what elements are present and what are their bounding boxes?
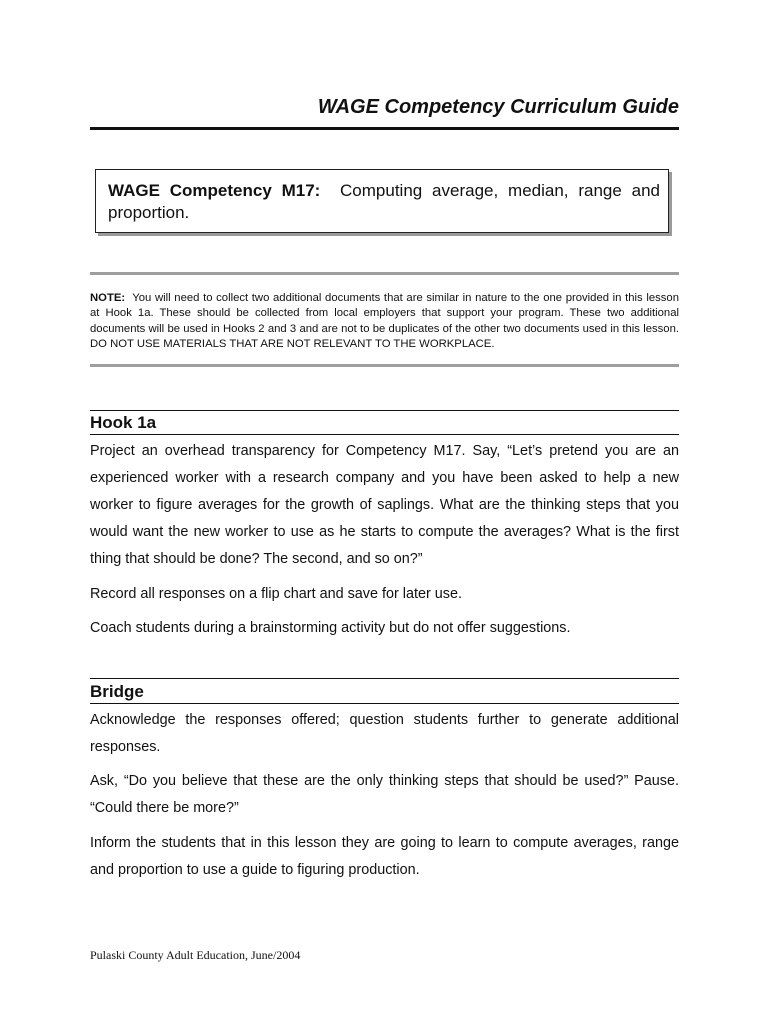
bridge-section-title: Bridge [90,682,144,701]
header-divider [90,127,679,130]
hook-divider-bottom [90,434,679,435]
header-title: WAGE Competency Curriculum Guide [317,96,679,118]
hook-divider-top [90,410,679,411]
hook-paragraph: Coach students during a brainstorming activity but do not offer suggestions. [90,620,571,636]
note-body: You will need to collect two additional documents that are similar in nature to the one provided in this lesson at Hook 1a. These should be collected from local employers that support your program. These two additional documents will be used in Hooks 2 and 3 and are not to be duplicates of the other two documents used in this lesson. DO NOT USE MATERIALS THAT ARE NOT RELEVANT TO THE WORKPLACE. [90,292,679,350]
hook-paragraph: Project an overhead transparency for Competency M17. Say, “Let’s pretend you are an experienced worker with a research company and you have been asked to help a new worker to figure averages for the growth of saplings. What are the thinking steps that you would want the new worker to use as he starts to compute the averages? What is the first thing that should be done? The second, and so on?” [90,443,679,567]
hook-section-title: Hook 1a [90,413,157,432]
competency-text [108,180,660,224]
competency-box [95,169,669,233]
bridge-paragraph: Ask, “Do you believe that these are the only thinking steps that should be used?” Pause. “Could there be more?” [90,773,679,816]
note-divider-bottom [90,364,679,367]
competency-description: Computing average, median, range and proportion. [108,181,660,222]
note-divider-top [90,272,679,275]
bridge-divider-bottom [90,703,679,704]
note-block [90,291,679,352]
page-footer: Pulaski County Adult Education, June/2004 [90,948,301,962]
bridge-paragraph: Acknowledge the responses offered; question students further to generate additional responses. [90,712,679,755]
competency-label: WAGE Competency M17: [108,181,321,200]
bridge-paragraph: Inform the students that in this lesson they are going to learn to compute averages, range and proportion to use a guide to figuring production. [90,835,679,878]
hook-paragraph: Record all responses on a flip chart and save for later use. [90,586,462,602]
note-label: NOTE: [90,292,126,304]
bridge-divider-top [90,678,679,679]
